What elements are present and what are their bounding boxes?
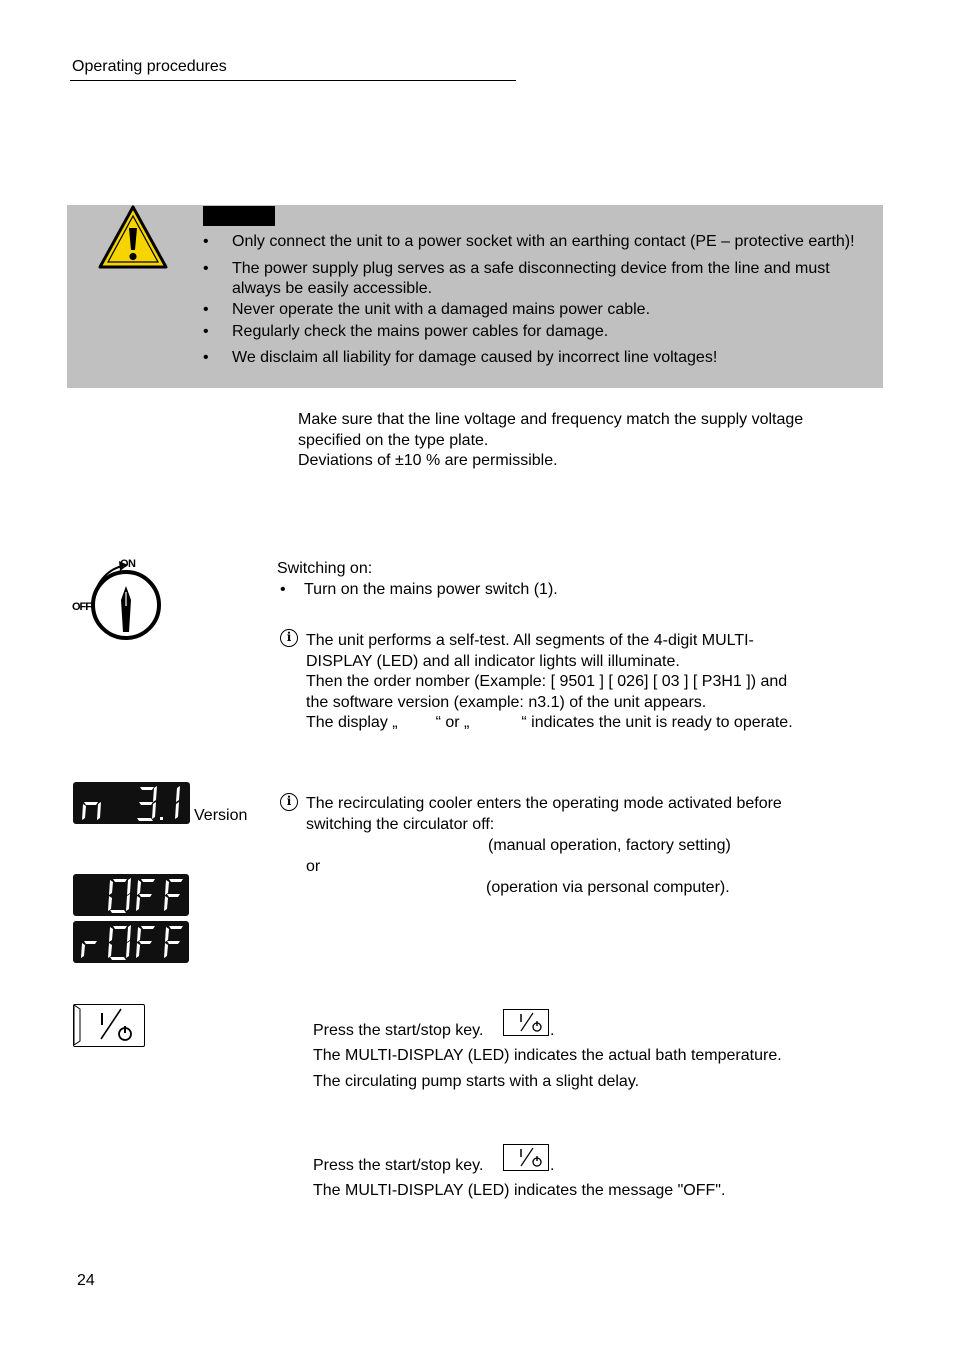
- start-press-key: Press the start/stop key.: [313, 1022, 484, 1039]
- start-stop-key-small-icon[interactable]: [503, 1144, 549, 1171]
- voltage-line: Make sure that the line voltage and frequency match the supply voltage: [298, 411, 804, 428]
- self-test-line: The unit performs a self-test. All segments of the 4-digit MULTI-: [306, 632, 754, 649]
- start-line: The circulating pump starts with a slight delay.: [313, 1073, 640, 1090]
- stop-press-key: Press the start/stop key.: [313, 1157, 484, 1174]
- warning-item: • Never operate the unit with a damaged mains power cable.: [203, 300, 873, 320]
- warning-item: • Regularly check the mains power cables for damage.: [203, 322, 873, 342]
- start-stop-key-icon[interactable]: [73, 1004, 145, 1047]
- mode-pc-text: (operation via personal computer).: [486, 879, 730, 896]
- stop-period: .: [550, 1157, 555, 1174]
- warning-item: • We disclaim all liability for damage caused by incorrect line voltages!: [203, 348, 873, 368]
- switch-on-label: ON: [120, 558, 136, 570]
- self-test-line: the software version (example: n3.1) of the unit appears.: [306, 693, 707, 711]
- ready-text-a: The display „: [306, 714, 398, 731]
- mode-info-line: The recirculating cooler enters the operating mode activated before: [306, 795, 782, 812]
- warning-label-bar: [203, 206, 275, 226]
- page-header: Operating procedures: [72, 58, 227, 75]
- start-line: The MULTI-DISPLAY (LED) indicates the actual bath temperature.: [313, 1047, 782, 1064]
- self-test-line: Then the order nomber (Example: [ 9501 ] [ 026] [ 03 ] [ P3H1 ]) and: [306, 673, 788, 690]
- voltage-line: Deviations of ±10 % are permissible.: [298, 452, 558, 469]
- voltage-paragraph: [298, 410, 803, 472]
- info-icon: i: [280, 793, 298, 811]
- self-test-paragraph: [306, 631, 866, 734]
- ready-line: [306, 713, 866, 734]
- info-icon: i: [280, 629, 298, 647]
- header-rule: [70, 80, 516, 81]
- warning-list: [203, 232, 873, 368]
- mode-info-line: switching the circulator off:: [306, 816, 495, 833]
- mode-or-text: or: [306, 858, 321, 875]
- ready-text-c: “ indicates the unit is ready to operate.: [521, 714, 793, 731]
- led-version-display: [73, 782, 190, 824]
- warning-item: • Only connect the unit to a power socket with an earthing contact (PE – protective earth)!: [203, 232, 873, 252]
- mode-manual-text: (manual operation, factory setting): [488, 837, 731, 854]
- stop-line: The MULTI-DISPLAY (LED) indicates the message "OFF".: [313, 1182, 726, 1199]
- page-number: 24: [77, 1272, 95, 1289]
- voltage-line: specified on the type plate.: [298, 431, 489, 449]
- warning-item: • The power supply plug serves as a safe disconnecting device from the line and must always be easily accessible.: [203, 259, 873, 299]
- warning-triangle-icon: [97, 204, 169, 275]
- ready-text-b: “ or „: [435, 714, 470, 731]
- version-label: Version: [194, 807, 248, 824]
- led-off-display: [73, 874, 189, 916]
- start-period: .: [550, 1022, 555, 1039]
- switching-on-bullet: • Turn on the mains power switch (1).: [277, 581, 954, 599]
- led-roff-display: [73, 921, 189, 963]
- switching-on-heading: Switching on:: [277, 560, 373, 577]
- start-stop-key-small-icon[interactable]: [503, 1009, 549, 1036]
- self-test-line: DISPLAY (LED) and all indicator lights will illuminate.: [306, 652, 680, 670]
- switch-off-label: OFF: [72, 601, 91, 613]
